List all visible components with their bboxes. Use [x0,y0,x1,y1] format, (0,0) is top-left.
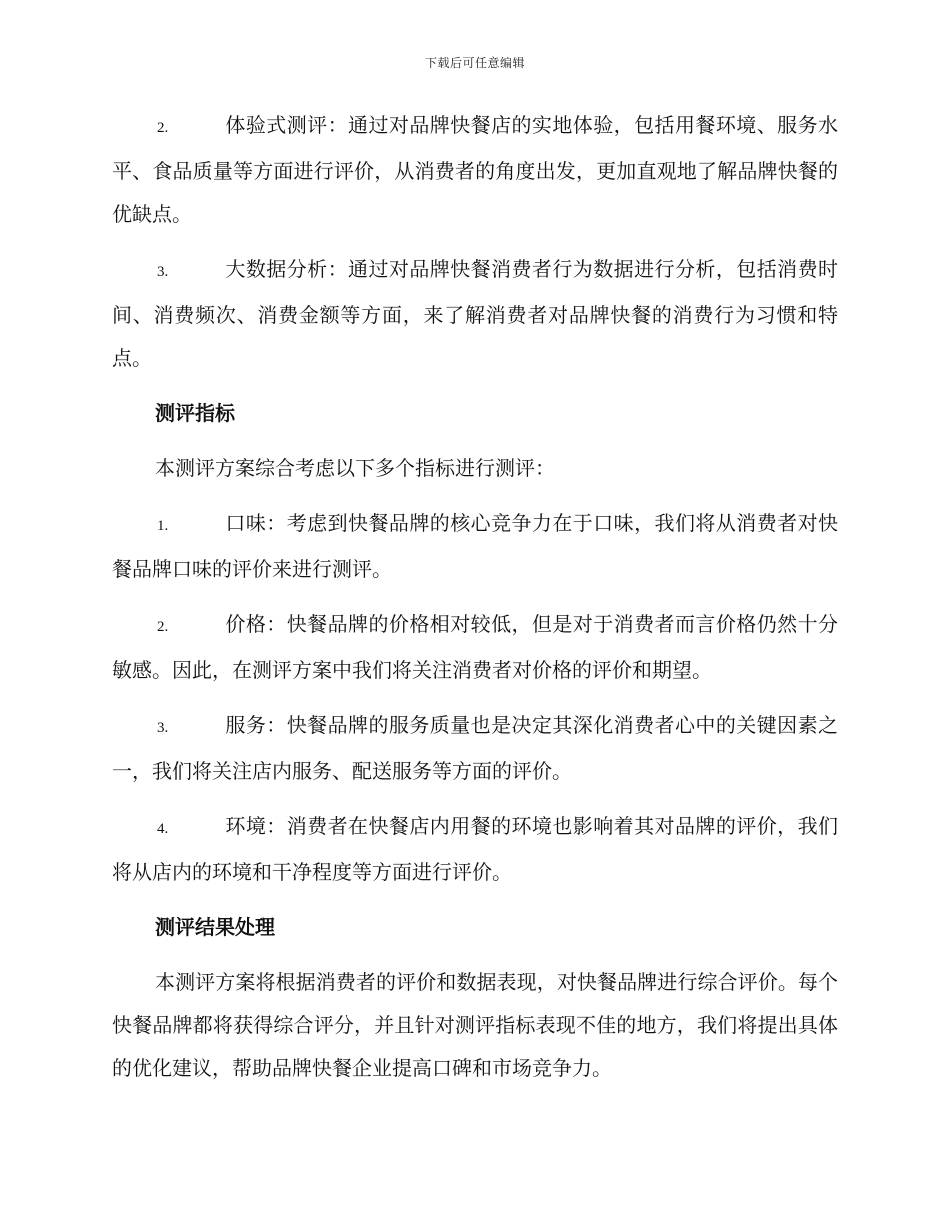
indicator-item-taste [112,502,838,591]
method-item-3 [112,248,838,380]
list-number: 4. [157,821,169,837]
section-heading-results: 测评结果处理 [155,915,275,939]
list-text: 服务：快餐品牌的服务质量也是决定其深化消费者心中的关键因素之一，我们将关注店内服务、配送服务等方面的评价。 [112,713,838,783]
list-number: 3. [157,720,169,736]
indicator-item-service [112,704,838,793]
list-text: 价格：快餐品牌的价格相对较低，但是对于消费者而言价格仍然十分敏感。因此，在测评方案中我们将关注消费者对价格的评价和期望。 [112,612,838,682]
list-text: 大数据分析：通过对品牌快餐消费者行为数据进行分析，包括消费时间、消费频次、消费金额等方面，来了解消费者对品牌快餐的消费行为习惯和特点。 [112,257,838,370]
list-number: 2. [157,619,169,635]
list-number: 1. [157,518,169,534]
results-body: 本测评方案将根据消费者的评价和数据表现，对快餐品牌进行综合评价。每个快餐品牌都将获得综合评分，并且针对测评指标表现不佳的地方，我们将提出具体的优化建议，帮助品牌快餐企业提高口碑和市场竞争力。 [112,970,838,1080]
indicator-item-environment [112,805,838,894]
indicator-item-price [112,603,838,692]
list-text: 环境：消费者在快餐店内用餐的环境也影响着其对品牌的评价，我们将从店内的环境和干净程度等方面进行评价。 [112,814,838,884]
document-body [112,104,838,1102]
list-number: 3. [157,264,169,280]
list-text: 体验式测评：通过对品牌快餐店的实地体验，包括用餐环境、服务水平、食品质量等方面进行评价，从消费者的角度出发，更加直观地了解品牌快餐的优缺点。 [112,113,838,226]
page-header-note: 下载后可任意编辑 [424,56,525,70]
method-item-2 [112,104,838,236]
list-text: 口味：考虑到快餐品牌的核心竞争力在于口味，我们将从消费者对快餐品牌口味的评价来进行测评。 [112,511,838,581]
indicators-intro: 本测评方案综合考虑以下多个指标进行测评： [155,456,555,480]
list-number: 2. [157,120,169,136]
section-heading-indicators: 测评指标 [155,401,235,425]
